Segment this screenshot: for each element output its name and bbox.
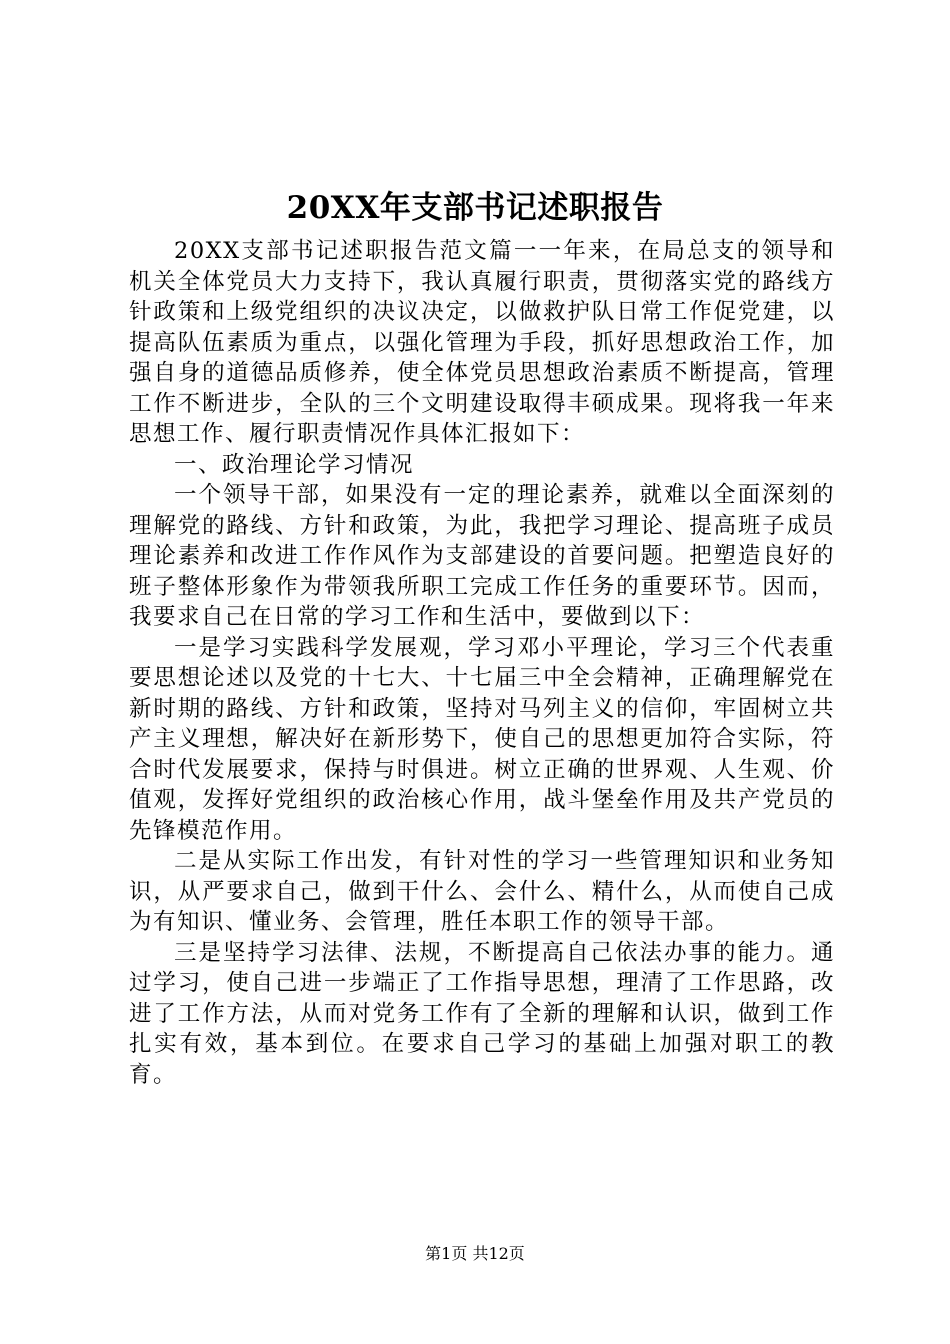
paragraph-point-one: 一是学习实践科学发展观，学习邓小平理论，学习三个代表重要思想论述以及党的十七大、十七届三中全会精神，正确理解党在新时期的路线、方针和政策，坚持对马列主义的信仰，牢固树立共产主义理想，解决好在新形势下，使自己的思想更加符合实际，符合时代发展要求，保持与时俱进。树立正确的世界观、人生观、价值观，发挥好党组织的政治核心作用，战斗堡垒作用及共产党员的先锋模范作用。 xyxy=(129,634,835,844)
paragraph-theory: 一个领导干部，如果没有一定的理论素养，就难以全面深刻的理解党的路线、方针和政策，为此，我把学习理论、提高班子成员理论素养和改进工作作风作为支部建设的首要问题。把塑造良好的班子整体形象作为带领我所职工完成工作任务的重要环节。因而，我要求自己在日常的学习工作和生活中，要做到以下： xyxy=(129,482,835,630)
paragraph-intro: 20XX支部书记述职报告范文篇一一年来，在局总支的领导和机关全体党员大力支持下，我认真履行职责，贯彻落实党的路线方针政策和上级党组织的决议决定，以做救护队日常工作促党建，以提高队伍素质为重点，以强化管理为手段，抓好思想政治工作，加强自身的道德品质修养，使全体党员思想政治素质不断提高，管理工作不断进步，全队的三个文明建设取得丰硕成果。现将我一年来思想工作、履行职责情况作具体汇报如下： xyxy=(129,238,835,447)
document-title: 20XX年支部书记述职报告 xyxy=(286,190,664,226)
paragraph-point-three: 三是坚持学习法律、法规，不断提高自己依法办事的能力。通过学习，使自己进一步端正了工作指导思想，理清了工作思路，改进了工作方法，从而对党务工作有了全新的理解和认识，做到工作扎实有效，基本到位。在要求自己学习的基础上加强对职工的教育。 xyxy=(129,939,835,1088)
document-body xyxy=(129,236,835,1090)
section-heading-political-study: 一、政治理论学习情况 xyxy=(174,451,415,478)
paragraph-point-two: 二是从实际工作出发，有针对性的学习一些管理知识和业务知识，从严要求自己，做到干什么、会什么、精什么，从而使自己成为有知识、懂业务、会管理，胜任本职工作的领导干部。 xyxy=(129,848,835,935)
page-number-footer: 第1页 共12页 xyxy=(425,1244,525,1263)
